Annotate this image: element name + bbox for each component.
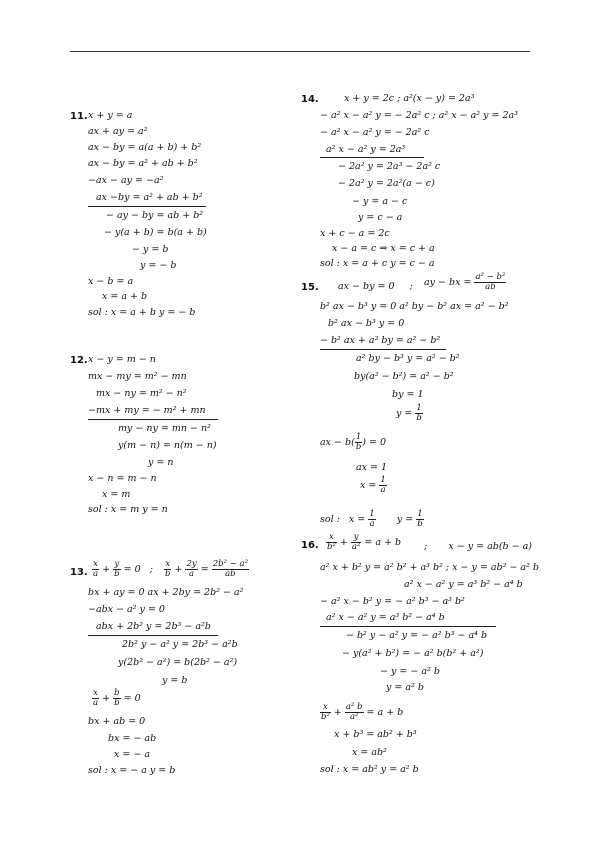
fraction: $\frac{y}{\text{a²}}$ xyxy=(351,532,361,552)
sum-rule xyxy=(320,626,496,627)
equation-line: x = ab² xyxy=(352,747,387,758)
fraction: $\frac{1}{b}$ xyxy=(355,432,362,452)
solution-line: sol : x = $\frac{1}{a}$ y = $\frac{1}{b}$ xyxy=(320,509,423,529)
equation-line: x − b = a xyxy=(88,276,134,287)
fraction: $\frac{y}{b}$ xyxy=(114,559,120,579)
fraction: $\frac{x}{a}$ xyxy=(93,688,99,708)
equation-line: − y(a² + b²) = − a² b(b² + a²) xyxy=(342,648,484,659)
fraction: $\frac{1}{a}$ xyxy=(380,475,386,495)
problem-number: 15. xyxy=(301,282,319,293)
equation-line: mx − my = m² − mn xyxy=(88,371,187,382)
equation-line: b² ax − b³ y = 0 a² by − b² ax = a² − b² xyxy=(320,301,509,312)
fraction: $\frac{1}{b}$ xyxy=(416,403,422,423)
sum-rule xyxy=(88,635,218,636)
fraction: $\frac{x}{b}$ xyxy=(165,559,171,579)
equation-line: ax = 1 xyxy=(356,462,388,473)
equation-line: by(a² − b²) = a² − b² xyxy=(354,371,454,382)
equation-line: $\frac{x}{\text{b²}}$ + $\frac{y}{\text{a²}}$ = a + b xyxy=(327,532,402,552)
header-rule xyxy=(70,51,530,52)
equation-line: − a² x − b² y = − a² b³ − a³ b² xyxy=(320,596,465,607)
equation-line: ax − by = 0 ; xyxy=(338,281,413,292)
problem-number: 11. xyxy=(70,111,88,122)
equation-line: y = − b xyxy=(140,260,177,271)
sum-rule xyxy=(320,157,424,158)
fraction: $\frac{x}{\text{b²}}$ xyxy=(321,702,330,722)
equation-line: x + c − a = 2c xyxy=(320,228,390,239)
problem-number: 13. xyxy=(70,567,88,578)
equation-line: x = − a xyxy=(114,749,151,760)
equation-line: by = 1 xyxy=(392,389,424,400)
equation-line: ax − by = a² + ab + b² xyxy=(88,158,198,169)
equation-line: $\frac{x}{\text{b²}}$ + $\frac{\text{a² b}}{\text{a²}}$ = a + b xyxy=(321,702,404,722)
equation-line: my − ny = mn − n² xyxy=(118,423,211,434)
equation-line: ax − b( $\frac{1}{b}$ ) = 0 xyxy=(320,432,387,452)
fraction: $\frac{\text{a² b}}{\text{a²}}$ xyxy=(345,702,363,722)
solution-line: sol : x = − a y = b xyxy=(88,765,176,776)
equation-line: a² x − a² y = a³ b² − a⁴ b xyxy=(404,579,523,590)
equation-line: x − n = m − n xyxy=(88,473,157,484)
equation-line: x − y = m − n xyxy=(88,354,156,365)
equation-line: − y = − a² b xyxy=(380,666,440,677)
equation-line: − y = b xyxy=(132,244,169,255)
equation-line: a² by − b³ y = a² − b² xyxy=(356,353,460,364)
equation-line: $\frac{x}{a}$ + $\frac{b}{b}$ = 0 xyxy=(93,688,141,708)
equation-line: a² x − a² y = 2a³ xyxy=(326,144,406,155)
equation-line: a² x + b² y = a² b² + a³ b² ; x − y = ab² − a² b xyxy=(320,562,539,573)
equation-line: y = b xyxy=(162,675,188,686)
equation-line: bx = − ab xyxy=(108,733,157,744)
equation-line: a² x − a² y = a³ b² − a⁴ b xyxy=(326,612,445,623)
equation-line: − b² ax + a² by = a² − b² xyxy=(320,335,441,346)
equation-line: 2b² y − a² y = 2b³ − a²b xyxy=(122,639,238,650)
problem-number: 12. xyxy=(70,355,88,366)
equation-line: ; x − y = ab(b − a) xyxy=(424,541,532,552)
equation-line: − y = a − c xyxy=(352,196,408,207)
equation-line: − 2a² y = 2a³ − 2a² c xyxy=(338,161,441,172)
equation-line: −abx − a² y = 0 xyxy=(88,604,165,615)
equation-line: y = a² b xyxy=(386,682,424,693)
fraction: $\frac{2y}{a}$ xyxy=(186,559,197,579)
equation-line: bx + ay = 0 ax + 2by = 2b² − a² xyxy=(88,587,244,598)
solution-line: sol : x = a + c y = c − a xyxy=(320,258,435,269)
equation-line: mx − ny = m² − n² xyxy=(96,388,187,399)
equation-line: − a² x − a² y = − 2a² c xyxy=(320,127,430,138)
equation-line: − b² y − a² y = − a² b³ − a⁴ b xyxy=(346,630,488,641)
equation-line: b² ax − b³ y = 0 xyxy=(328,318,405,329)
sum-rule xyxy=(320,349,446,350)
equation-line: $\frac{x}{a}$ + $\frac{y}{b}$ = 0 ; xyxy=(93,559,153,579)
equation-line: x = a + b xyxy=(102,291,148,302)
solution-line: sol : x = ab² y = a² b xyxy=(320,764,419,775)
equation-line: $\frac{x}{b}$ + $\frac{2y}{a}$ = $\frac{\text{2b² − a²}}{ab}$ xyxy=(165,559,248,579)
equation-line: y(m − n) = n(m − n) xyxy=(118,440,217,451)
equation-line: x + y = 2c ; a²(x − y) = 2a³ xyxy=(344,93,475,104)
equation-line: x − a = c ⇒ x = c + a xyxy=(332,243,435,254)
equation-line: ay − bx = $\frac{\text{a² − b²}}{ab}$ xyxy=(424,272,506,292)
equation-line: − y(a + b) = b(a + b) xyxy=(104,227,207,238)
equation-line: y = n xyxy=(148,457,174,468)
fraction: $\frac{1}{b}$ xyxy=(417,509,423,529)
equation-line: − ay − by = ab + b² xyxy=(106,210,204,221)
equation-line: ax − by = a(a + b) + b² xyxy=(88,142,202,153)
equation-line: ax −by = a² + ab + b² xyxy=(96,192,203,203)
equation-line: abx + 2b² y = 2b³ − a²b xyxy=(96,621,211,632)
problem-number: 16. xyxy=(301,540,319,551)
equation-line: bx + ab = 0 xyxy=(88,716,146,727)
fraction: $\frac{\text{a² − b²}}{ab}$ xyxy=(475,272,506,292)
solution-line: sol : x = a + b y = − b xyxy=(88,307,196,318)
equation-line: x + y = a xyxy=(88,110,133,121)
fraction: $\frac{x}{\text{b²}}$ xyxy=(327,532,336,552)
fraction: $\frac{b}{b}$ xyxy=(114,688,120,708)
equation-line: ax + ay = a² xyxy=(88,126,148,137)
equation-line: x + b³ = ab² + b³ xyxy=(334,729,417,740)
equation-line: x = $\frac{1}{a}$ xyxy=(360,475,386,495)
equation-line: − a² x − a² y = − 2a² c ; a² x − a² y = 2a³ xyxy=(320,110,518,121)
problem-number: 14. xyxy=(301,94,319,105)
equation-line: −mx + my = − m² + mn xyxy=(88,405,206,416)
equation-line: y = $\frac{1}{b}$ xyxy=(396,403,422,423)
fraction: $\frac{\text{2b² − a²}}{ab}$ xyxy=(212,559,248,579)
equation-line: − 2a² y = 2a²(a − c) xyxy=(338,178,435,189)
equation-line: y(2b² − a²) = b(2b² − a²) xyxy=(118,657,238,668)
equation-line: y = c − a xyxy=(358,212,403,223)
fraction: $\frac{x}{a}$ xyxy=(93,559,99,579)
equation-line: −ax − ay = −a² xyxy=(88,175,164,186)
equation-line: x = m xyxy=(102,489,131,500)
sum-rule xyxy=(88,419,218,420)
sum-rule xyxy=(88,206,206,207)
fraction: $\frac{1}{a}$ xyxy=(369,509,375,529)
solution-line: sol : x = m y = n xyxy=(88,504,168,515)
